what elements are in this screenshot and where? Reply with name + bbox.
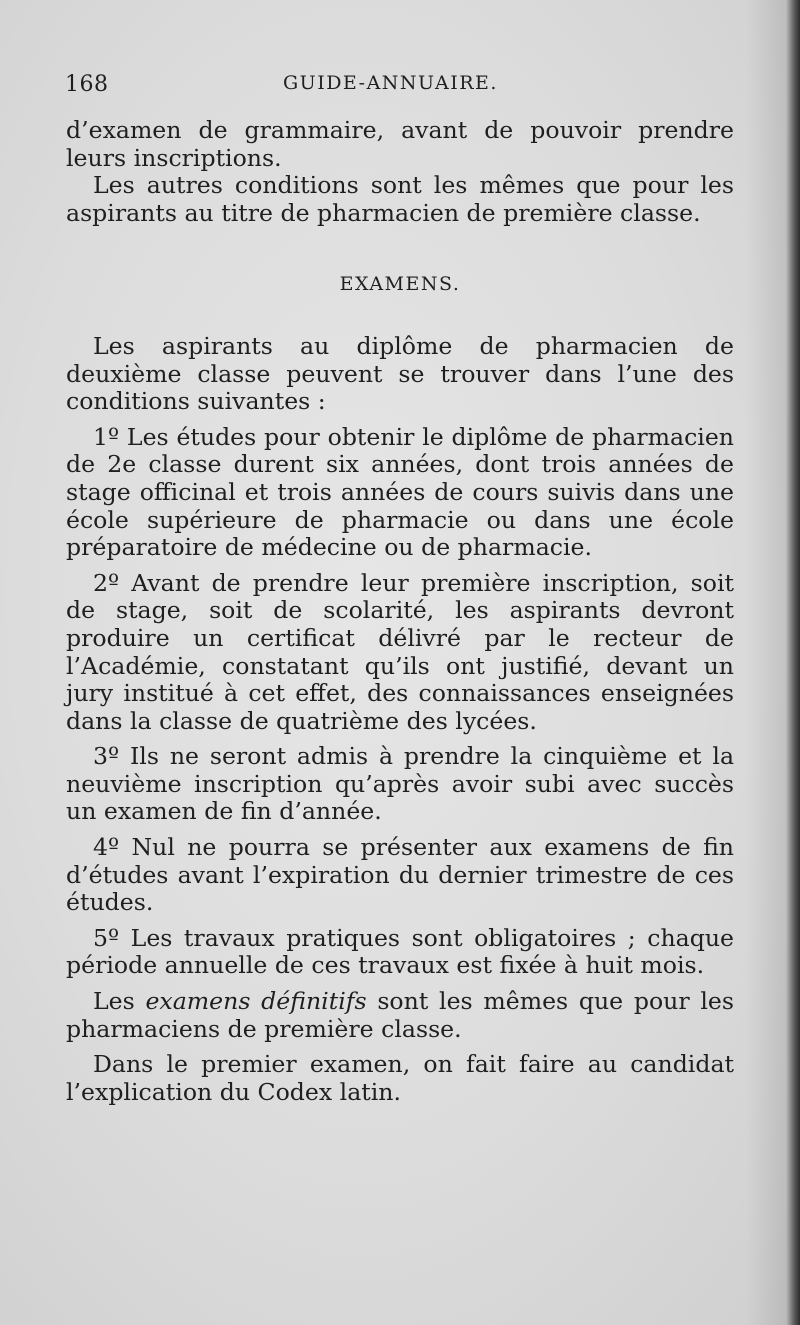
paragraph-condition-5 bbox=[66, 925, 734, 980]
condition-text: Ils ne seront admis à prendre la cinquième et la neuvième inscription qu’après avoir subi avec succès un examen de fin d’année. bbox=[66, 742, 735, 826]
condition-number: 4º bbox=[93, 833, 120, 862]
condition-number: 2º bbox=[93, 568, 120, 597]
text-run: Les bbox=[93, 987, 146, 1016]
condition-text: Les travaux pratiques sont obligatoires ; chaque période annuelle de ces travaux est fixée à huit mois. bbox=[66, 923, 735, 980]
paragraph-condition-3 bbox=[66, 743, 734, 826]
condition-number: 5º bbox=[93, 923, 120, 952]
running-head: GUIDE-ANNUAIRE. bbox=[283, 72, 498, 94]
paragraph-condition-1 bbox=[66, 424, 734, 562]
condition-text: Nul ne pourra se présenter aux examens de fin d’études avant l’expiration du dernier trimestre de ces études. bbox=[66, 833, 734, 917]
paragraph-continuation: d’examen de grammaire, avant de pouvoir prendre leurs inscriptions. bbox=[66, 116, 734, 172]
section-heading: EXAMENS. bbox=[339, 273, 461, 296]
page-edge bbox=[786, 0, 800, 1325]
condition-text: Avant de prendre leur première inscription, soit de stage, soit de scolarité, les aspirants devront produire un certificat délivré par le recteur de l’Académie, constatant qu’ils ont justifié, devant un jury institué à cet effet, des connaissances enseignées dans la classe de quatrième des lycées. bbox=[66, 568, 734, 735]
page-text bbox=[66, 117, 734, 1106]
paragraph-intro: Les aspirants au diplôme de pharmacien de deuxième classe peuvent se trouver dans l’une des conditions suivantes : bbox=[66, 331, 734, 416]
condition-number: 1º bbox=[93, 422, 120, 451]
paragraph-condition-2 bbox=[66, 570, 734, 736]
condition-text: Les études pour obtenir le diplôme de pharmacien de 2e classe durent six années, dont trois années de stage officinal et trois années de cours suivis dans une école supérieure de pharmacie ou dans une école préparatoire de médecine ou de pharmacie. bbox=[66, 422, 734, 562]
page-header bbox=[65, 72, 735, 102]
condition-number: 3º bbox=[93, 742, 120, 771]
paragraph-final-exams bbox=[66, 988, 734, 1043]
paragraph-first-exam: Dans le premier examen, on fait faire au candidat l’explication du Codex latin. bbox=[66, 1050, 734, 1106]
paragraph-other-conditions: Les autres conditions sont les mêmes que pour les aspirants au titre de pharmacien de première classe. bbox=[66, 171, 734, 227]
text-run: sont les mêmes que pour les pharmaciens de première classe. bbox=[66, 987, 734, 1043]
binding-shadow bbox=[746, 0, 786, 1325]
page-number: 168 bbox=[65, 72, 109, 97]
italic-term: examens définitifs bbox=[145, 987, 367, 1016]
paragraph-condition-4 bbox=[66, 834, 734, 917]
